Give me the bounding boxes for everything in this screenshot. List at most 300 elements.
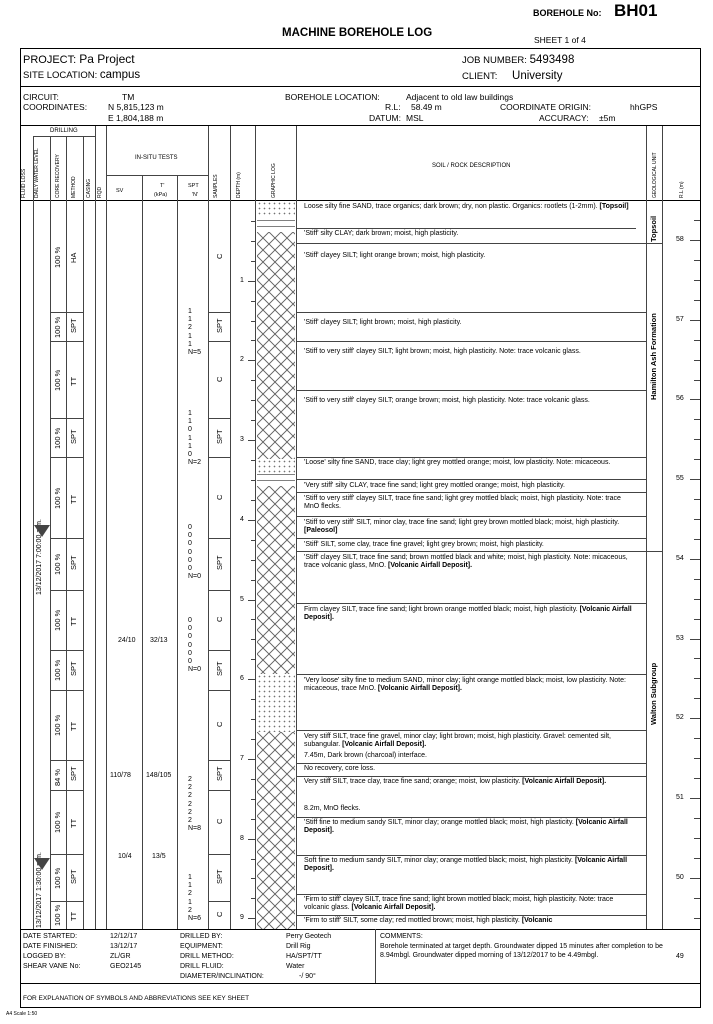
water-level-1: 13/12/2017 7:00:00 a.m. [36, 519, 43, 595]
run-boundary [50, 690, 83, 691]
run-boundary [50, 341, 83, 342]
accuracy-label: ACCURACY: [539, 113, 589, 123]
sample-type: SPT [215, 317, 224, 333]
divider [20, 983, 700, 984]
run-boundary [50, 590, 83, 591]
spt-blow-count: 0 [188, 617, 192, 624]
rl-tick [694, 499, 700, 500]
description-text: Loose silty fine SAND, trace organics; dark brown; dry, non plastic. Organics: rootlets (1-2mm). [304, 203, 598, 210]
spt-blow-count: 2 [188, 784, 192, 792]
rl-label: 56 [676, 395, 684, 403]
description-text: Very stiff SILT, trace clay, trace fine sand; orange; moist, low plasticity. [304, 778, 521, 785]
sample-boundary [208, 690, 230, 691]
spt-blow-count: N=6 [188, 915, 202, 922]
description-text: 'Stiff to very stiff' SILT, minor clay, trace fine sand; light grey brown mottled black; moist, high plasticity. [304, 519, 620, 526]
rl-tick [694, 918, 700, 919]
shear-vane-label: SHEAR VANE No: [23, 963, 81, 970]
spt-blow-count: 2 [188, 324, 192, 332]
fluid-loss-header: FLUID LOSS [21, 168, 27, 198]
spt-header: SPT [188, 183, 199, 189]
spt-blow-count: N=0 [188, 666, 202, 674]
sample-type: C [215, 721, 224, 727]
sample-type: C [215, 911, 224, 917]
spt-blow-count: 1 [188, 434, 192, 442]
graphic-silt [257, 232, 295, 459]
depth-tick [251, 460, 255, 461]
col-line [375, 929, 376, 983]
description-unit: [Topsoil] [599, 203, 629, 210]
unit-boundary [646, 243, 662, 244]
depth-tick [248, 520, 255, 521]
method-value: TT [69, 721, 78, 731]
description [304, 230, 634, 238]
depth-label: 5 [240, 595, 244, 603]
bh-location-label: BOREHOLE LOCATION: [285, 92, 380, 102]
rl-tick [694, 658, 700, 659]
log-title: MACHINE BOREHOLE LOG [282, 27, 433, 39]
layer-boundary [296, 312, 646, 313]
layer-boundary [296, 894, 646, 895]
rl-tick [694, 459, 700, 460]
core-recovery-value: 100 % [53, 867, 62, 889]
depth-tick [251, 321, 255, 322]
depth-tick [251, 898, 255, 899]
description-text: Firm clayey SILT, trace fine sand; light brown orange mottled black; moist, high plasticity. [304, 606, 578, 613]
rqd-header: RQD [97, 186, 103, 198]
depth-tick [251, 400, 255, 401]
sample-type: SPT [215, 661, 224, 676]
date-started-label: DATE STARTED: [23, 933, 78, 940]
depth-label: 7 [240, 754, 244, 762]
rl-label: 50 [676, 873, 684, 881]
rl-tick [690, 240, 700, 241]
depth-tick [251, 799, 255, 800]
shear-vane-value: GEO2145 [110, 963, 142, 970]
date-finished-label: DATE FINISHED: [23, 943, 78, 950]
depth-tick [248, 360, 255, 361]
equipment-label: EQUIPMENT: [180, 943, 223, 950]
rl-label: 52 [676, 714, 684, 722]
description-unit: [Volcanic Airfall Deposit]. [351, 904, 436, 912]
depth-label: 2 [240, 356, 244, 364]
spt-blow-count: N=0 [188, 573, 202, 581]
rl-tick [690, 399, 700, 400]
divider [20, 86, 700, 87]
layer-boundary [296, 492, 646, 493]
sample-boundary [208, 590, 230, 591]
tau-header: T' [160, 183, 165, 189]
date-started-value: 12/12/17 [110, 933, 138, 940]
layer-boundary [296, 479, 646, 480]
layer-boundary [296, 390, 646, 391]
layer-boundary [296, 674, 646, 675]
rl-tick [694, 539, 700, 540]
spt-blow-count: 1 [188, 882, 192, 890]
explanation-note: FOR EXPLANATION OF SYMBOLS AND ABBREVIATIONS SEE KEY SHEET [23, 995, 250, 1002]
tau-value: 32/13 [150, 637, 168, 644]
method-header: METHOD [71, 176, 77, 198]
description [304, 459, 634, 467]
run-boundary [50, 457, 83, 458]
bh-location-value: Adjacent to old law buildings [406, 92, 514, 102]
depth-tick [251, 859, 255, 860]
rl-tick [690, 320, 700, 321]
run-boundary [50, 901, 83, 902]
depth-label: 9 [240, 914, 244, 922]
description [304, 203, 634, 211]
tau-value: 148/105 [146, 772, 172, 779]
description-text: 'Very loose' silty fine to medium SAND, minor clay; light orange mottled black; moist, low plasticity. Note: micaceous, trace MnO. [304, 677, 626, 693]
geo-unit-topsoil: Topsoil [649, 215, 658, 242]
core-recovery-value: 100 % [53, 487, 62, 509]
layer-boundary [296, 915, 646, 916]
depth-tick [248, 679, 255, 680]
rl-label: 58 [676, 236, 684, 244]
description [304, 819, 634, 836]
method-value: TT [69, 911, 78, 921]
method-value: SPT [69, 317, 78, 333]
col-line [50, 136, 51, 929]
depth-tick [248, 440, 255, 441]
col-line [95, 126, 96, 929]
layer-boundary [296, 228, 636, 229]
depth-tick [251, 340, 255, 341]
spt-blow-count: 2 [188, 776, 192, 783]
rl-tick [694, 898, 700, 899]
spt-blow-count: N=8 [188, 825, 202, 833]
circuit-value: TM [122, 92, 135, 102]
description [304, 554, 634, 571]
rl-label: 51 [676, 793, 684, 801]
sv-value: 24/10 [118, 637, 136, 644]
sample-boundary [208, 341, 230, 342]
description-text: 'Stiff' silty CLAY; dark brown; moist, high plasticity. [304, 230, 459, 237]
description-unit: [Volcanic Airfall Deposit]. [522, 778, 607, 785]
description-unit: [Volcanic Airfall Deposit]. [388, 562, 473, 570]
graphic-silt [257, 486, 295, 674]
spt-blow-count: 1 [188, 316, 192, 324]
col-line [66, 136, 67, 929]
job-label [462, 54, 574, 66]
core-recovery-value: 100 % [53, 904, 62, 926]
site-label-text: SITE LOCATION: [23, 70, 98, 81]
graphic-sand [257, 674, 295, 732]
core-recovery-value: 100 % [53, 316, 62, 338]
description-text: 'Stiff fine to medium sandy SILT, minor clay; orange mottled black; moist, high plasticity. [304, 819, 574, 826]
coord-east: E 1,804,188 m [108, 113, 164, 123]
layer-boundary [296, 538, 646, 539]
scale-note: A4 Scale 1:50 [6, 1011, 38, 1017]
sv-header: SV [116, 188, 124, 194]
description-text: 'Firm to stiff' clayey SILT, trace fine sand; light brown mottled black; moist, high plasticity. Note: trace volcanic glass. [304, 896, 614, 912]
depth-tick [251, 301, 255, 302]
core-recovery-header: CORE RECOVERY [55, 154, 61, 198]
borehole-no: BH01 [614, 1, 658, 20]
origin-label: COORDINATE ORIGIN: [500, 102, 591, 112]
description-unit: [Volcanic Airfall Deposit]. [304, 819, 628, 835]
rl-tick [690, 878, 700, 879]
sample-type: SPT [215, 428, 224, 444]
graphic-sand [257, 459, 295, 474]
job-label-text: JOB NUMBER: [462, 55, 527, 66]
description-text: 7.45m, Dark brown (charcoal) interface. [304, 752, 427, 759]
col-line [662, 126, 663, 929]
sample-type: C [215, 376, 224, 382]
run-boundary [50, 760, 83, 761]
soil-header: SOIL / ROCK DESCRIPTION [432, 163, 511, 169]
layer-boundary [296, 457, 646, 458]
sample-boundary [208, 790, 230, 791]
insitu-header: IN-SITU TESTS [135, 155, 178, 161]
equipment-value: Drill Rig [286, 943, 311, 950]
rl-tick [690, 718, 700, 719]
core-recovery-value: 100 % [53, 659, 62, 681]
drill-method-value: HA/SPT/TT [286, 953, 322, 960]
col-line [255, 126, 256, 929]
col-line [646, 126, 647, 929]
depth-tick [251, 719, 255, 720]
col-line [142, 175, 143, 929]
graphic-silt [257, 732, 295, 929]
rl-label: 57 [676, 315, 684, 323]
description [304, 752, 634, 760]
layer-boundary [296, 776, 646, 777]
logged-by-value: ZL/GR [110, 953, 131, 960]
core-recovery-value: 100 % [53, 427, 62, 449]
layer-boundary [296, 817, 646, 818]
description-text: 8.2m, MnO flecks. [304, 805, 361, 812]
description [304, 677, 634, 694]
sample-type: SPT [215, 766, 224, 781]
comments-label: COMMENTS: [380, 933, 423, 940]
rl-tick [694, 698, 700, 699]
method-value: SPT [69, 766, 78, 781]
rl-tick [690, 559, 700, 560]
rl-tick [694, 380, 700, 381]
project-label [23, 52, 135, 66]
spt-blow-count: 0 [188, 548, 192, 556]
rl-tick [694, 280, 700, 281]
rl-tick [694, 678, 700, 679]
date-finished-value: 13/12/17 [110, 943, 138, 950]
description [304, 541, 634, 549]
description [304, 482, 634, 490]
geo-unit-header: GEOLOGICAL UNIT [652, 152, 658, 198]
description [304, 397, 634, 405]
depth-tick [251, 480, 255, 481]
spt-blow-count: 2 [188, 800, 192, 808]
description [304, 252, 634, 260]
description [304, 348, 634, 356]
run-boundary [50, 312, 83, 313]
description [304, 917, 634, 925]
depth-label: 6 [240, 675, 244, 683]
spt-blow-count: 0 [188, 426, 192, 434]
spt-blow-count: 1 [188, 410, 192, 417]
description [304, 765, 634, 773]
divider [33, 136, 95, 137]
sample-type: SPT [215, 868, 224, 884]
spt-blow-count: 0 [188, 633, 192, 641]
description [304, 857, 634, 874]
diameter-label: DIAMETER/INCLINATION: [180, 973, 264, 980]
method-value: SPT [69, 428, 78, 444]
spt-blow-count: 1 [188, 332, 192, 340]
depth-tick [251, 619, 255, 620]
description [304, 319, 634, 327]
depth-tick [248, 281, 255, 282]
origin-value: hhGPS [630, 102, 658, 112]
description-unit: [Volcanic Airfall Deposit]. [304, 606, 632, 622]
run-boundary [50, 790, 83, 791]
divider [106, 175, 208, 176]
depth-tick [251, 500, 255, 501]
divider [20, 125, 700, 126]
method-value: TT [69, 376, 78, 386]
rl-tick [694, 419, 700, 420]
description-text: 'Loose' silty fine SAND, trace clay; light grey mottled orange; moist, low plasticity. Note: micaceous. [304, 459, 611, 466]
layer-boundary [296, 603, 646, 604]
spt-blow-count: 2 [188, 792, 192, 800]
rl-tick [694, 300, 700, 301]
rl-tick [690, 479, 700, 480]
run-boundary [50, 418, 83, 419]
description-unit: [Volcanic [521, 917, 553, 924]
layer-boundary [296, 730, 646, 731]
spt-blow-count: 1 [188, 442, 192, 450]
spt-blow-count: 1 [188, 308, 192, 315]
description [304, 805, 634, 813]
rl-tick [694, 619, 700, 620]
depth-label: 8 [240, 834, 244, 842]
site-value: campus [99, 69, 141, 81]
description-unit: [Paleosol] [304, 527, 338, 535]
core-recovery-value: 100 % [53, 369, 62, 391]
water-level-marker [34, 525, 50, 537]
sample-type: SPT [215, 555, 224, 570]
depth-tick [251, 739, 255, 740]
method-value: SPT [69, 868, 78, 884]
description-text: 'Stiff' SILT, some clay, trace fine gravel; light grey brown; moist, high plasticity. [304, 541, 544, 548]
spt-blow-count: 2 [188, 808, 192, 816]
col-line [83, 136, 84, 929]
borehole-no-label: BOREHOLE No: [533, 8, 602, 18]
description-text: 'Firm to stiff' SILT, some clay; red mottled brown; moist, high plasticity. [304, 917, 520, 924]
client-label [462, 70, 563, 82]
spt-blow-count: 1 [188, 898, 192, 906]
description-text: 'Stiff to very stiff' clayey SILT; light brown; moist, high plasticity. Note: trace volcanic glass. [304, 348, 581, 355]
sample-boundary [208, 538, 230, 539]
project-label-text: PROJECT: [23, 54, 77, 66]
rl-tick [694, 838, 700, 839]
core-recovery-value: 100 % [53, 609, 62, 631]
description-text: Very stiff SILT, trace fine gravel, minor clay; light brown; moist, high plasticity. Gravel: cemented silt, subangular. [304, 733, 611, 749]
description [304, 519, 634, 536]
layer-boundary [296, 855, 646, 856]
sample-boundary [208, 854, 230, 855]
rl-tick [694, 818, 700, 819]
spt-blow-count: 1 [188, 874, 192, 881]
layer-boundary [296, 763, 646, 764]
kpa-header: (kPa) [154, 192, 168, 198]
core-recovery-value: 100 % [53, 246, 62, 268]
sample-boundary [208, 650, 230, 651]
depth-tick [251, 639, 255, 640]
depth-tick [251, 540, 255, 541]
sample-type: C [215, 494, 224, 500]
layer-boundary [296, 243, 646, 244]
method-value: TT [69, 616, 78, 626]
unit-boundary [646, 551, 662, 552]
depth-tick [251, 261, 255, 262]
tau-value: 13/5 [152, 853, 166, 860]
depth-header: DEPTH (m) [236, 172, 242, 198]
sv-value: 10/4 [118, 853, 132, 860]
depth-tick [248, 839, 255, 840]
rl-tick [694, 360, 700, 361]
method-value: SPT [69, 661, 78, 676]
description-unit: [Volcanic Airfall Deposit]. [377, 685, 462, 693]
method-value: HA [69, 252, 78, 263]
spt-blow-count: 0 [188, 658, 192, 665]
rl-tick [694, 220, 700, 221]
client-value: University [512, 70, 563, 82]
job-value: 5493498 [529, 54, 575, 66]
depth-tick [248, 918, 255, 919]
rl-label: R.L: [385, 102, 401, 112]
description-text: 'Stiff to very stiff' clayey SILT; orange brown; moist, high plasticity. Note: trace volcanic glass. [304, 397, 590, 404]
diameter-value: -/ 90° [299, 973, 316, 980]
client-label-text: CLIENT: [462, 71, 498, 82]
n-header: 'N' [192, 192, 199, 198]
layer-boundary [296, 551, 646, 552]
water-level-marker [34, 858, 50, 870]
depth-tick [251, 580, 255, 581]
graphic-sand [257, 201, 295, 215]
logged-by-label: LOGGED BY: [23, 953, 66, 960]
rl-label: 49 [676, 953, 684, 961]
method-value: TT [69, 818, 78, 828]
spt-blow-count: 0 [188, 556, 192, 564]
sample-boundary [208, 418, 230, 419]
graphic-clay [257, 474, 295, 486]
depth-tick [251, 380, 255, 381]
description [304, 778, 634, 786]
graphic-log-header: GRAPHIC LOG [271, 163, 277, 198]
description-text: 'Stiff' clayey SILT; light orange brown; moist, high plasticity. [304, 252, 486, 259]
geo-unit-hamilton-ash: Hamilton Ash Formation [649, 313, 658, 400]
depth-label: 4 [240, 515, 244, 523]
method-value: TT [69, 494, 78, 504]
drilled-by-value: Perry Geotech [286, 933, 332, 940]
rl-tick [690, 798, 700, 799]
circuit-label: CIRCUIT: [23, 92, 59, 102]
daily-water-header: DAILY WATER LEVEL [34, 148, 40, 198]
graphic-clay [257, 215, 295, 232]
col-line [177, 175, 178, 929]
samples-header: SAMPLES [213, 174, 219, 198]
depth-tick [251, 659, 255, 660]
spt-blow-count: 0 [188, 451, 192, 458]
depth-tick [251, 819, 255, 820]
core-recovery-value: 100 % [53, 553, 62, 575]
drill-fluid-value: Water [286, 963, 305, 970]
description [304, 896, 634, 913]
spt-blow-count: 1 [188, 340, 192, 348]
divider [20, 929, 700, 930]
spt-blow-count: 0 [188, 649, 192, 657]
rl-tick [694, 858, 700, 859]
